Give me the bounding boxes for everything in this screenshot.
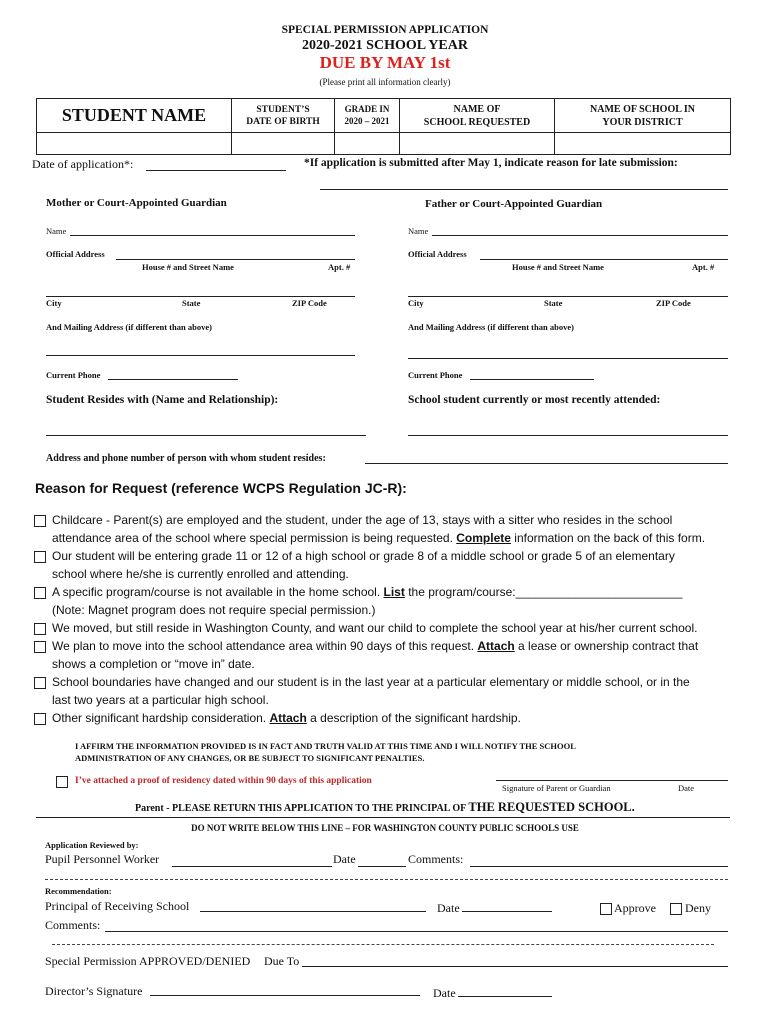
mother-city-field[interactable] — [46, 296, 355, 297]
office-use-banner: DO NOT WRITE BELOW THIS LINE – FOR WASHINGTON COUNTY PUBLIC SCHOOLS USE — [191, 823, 579, 833]
due-to-field[interactable] — [302, 966, 728, 967]
affirm-line-1: I AFFIRM THE INFORMATION PROVIDED IS IN FACT AND TRUTH VALID AT THIS TIME AND I WILL NOTIFY THE SCHOOL — [75, 741, 576, 751]
mother-house-street-label: House # and Street Name — [142, 262, 234, 272]
resides-with-label: Student Resides with (Name and Relationship): — [46, 394, 279, 406]
principal-comments-field[interactable] — [105, 931, 728, 932]
separator-2 — [52, 944, 714, 945]
resides-with-field[interactable] — [46, 435, 366, 436]
reason-moved-checkbox[interactable] — [34, 623, 46, 635]
mother-state-label: State — [182, 298, 201, 308]
affirm-line-2: ADMINISTRATION OF ANY CHANGES, OR BE SUBJECT TO SIGNIFICANT PENALTIES. — [75, 753, 425, 763]
director-signature-label: Director’s Signature — [45, 984, 143, 998]
cut-line — [36, 817, 730, 818]
school-requested-header: NAME OF SCHOOL REQUESTED — [400, 99, 555, 133]
mother-mailing-label: And Mailing Address (if different than above) — [46, 322, 212, 332]
father-phone-label: Current Phone — [408, 370, 463, 380]
signature-date-label: Date — [678, 783, 695, 793]
pupil-comments-field[interactable] — [470, 866, 728, 867]
father-mailing-label: And Mailing Address (if different than above) — [408, 322, 574, 332]
father-city-field[interactable] — [408, 296, 728, 297]
reason-program-checkbox[interactable] — [34, 587, 46, 599]
father-phone-field[interactable] — [470, 379, 594, 380]
date-of-application-label: Date of application*: — [32, 157, 134, 171]
district-school-header: NAME OF SCHOOL IN YOUR DISTRICT — [555, 99, 731, 133]
mother-apt-label: Apt. # — [328, 262, 351, 272]
residency-checkbox[interactable] — [56, 776, 68, 788]
director-signature-field[interactable] — [150, 995, 420, 996]
date-of-application-field[interactable] — [146, 170, 286, 171]
residency-statement: I’ve attached a proof of residency dated within 90 days of this application — [75, 776, 372, 786]
pupil-date-label: Date — [333, 852, 356, 866]
school-attended-field[interactable] — [408, 435, 728, 436]
father-name-field[interactable] — [432, 235, 728, 236]
deny-label: Deny — [685, 901, 711, 915]
mother-heading: Mother or Court-Appointed Guardian — [46, 197, 227, 209]
district-school-cell[interactable] — [555, 133, 731, 155]
address-phone-person-label: Address and phone number of person with whom student resides: — [46, 453, 326, 464]
school-year: 2020-2021 SCHOOL YEAR — [302, 38, 468, 53]
school-attended-label: School student currently or most recently attended: — [408, 394, 661, 406]
pupil-comments-label: Comments: — [408, 852, 464, 866]
principal-comments-label: Comments: — [45, 918, 101, 932]
mother-zip-label: ZIP Code — [292, 298, 327, 308]
father-heading: Father or Court-Appointed Guardian — [425, 198, 603, 210]
father-state-label: State — [544, 298, 563, 308]
separator-1 — [45, 879, 728, 880]
reason-plan-move-checkbox[interactable] — [34, 641, 46, 653]
signature-field[interactable] — [496, 780, 728, 781]
approve-label: Approve — [614, 901, 656, 915]
form-title: SPECIAL PERMISSION APPLICATION — [281, 24, 489, 36]
reviewed-by-label: Application Reviewed by: — [45, 840, 139, 850]
father-apt-label: Apt. # — [692, 262, 715, 272]
father-house-street-label: House # and Street Name — [512, 262, 604, 272]
mother-address-field[interactable] — [116, 259, 355, 260]
reason-childcare-checkbox[interactable] — [34, 515, 46, 527]
student-name-header: STUDENT NAME — [37, 99, 232, 133]
approve-checkbox[interactable] — [600, 903, 612, 915]
father-address-field[interactable] — [480, 259, 728, 260]
mother-phone-field[interactable] — [108, 379, 238, 380]
pupil-worker-label: Pupil Personnel Worker — [45, 852, 160, 866]
principal-field[interactable] — [200, 911, 426, 912]
grade-header: GRADE IN 2020 – 2021 — [335, 99, 400, 133]
mother-name-label: Name — [46, 226, 67, 236]
father-address-label: Official Address — [408, 249, 467, 259]
reason-grade-checkbox[interactable] — [34, 551, 46, 563]
pupil-worker-field[interactable] — [172, 866, 332, 867]
approved-denied-label: Special Permission APPROVED/DENIED — [45, 954, 251, 968]
print-instruction: (Please print all information clearly) — [319, 77, 451, 87]
due-to-label: Due To — [264, 954, 300, 968]
mother-address-label: Official Address — [46, 249, 105, 259]
pupil-date-field[interactable] — [358, 866, 406, 867]
principal-label: Principal of Receiving School — [45, 899, 190, 913]
principal-date-field[interactable] — [462, 911, 552, 912]
reason-hardship-checkbox[interactable] — [34, 713, 46, 725]
late-reason-field[interactable] — [320, 189, 728, 190]
father-zip-label: ZIP Code — [656, 298, 691, 308]
address-phone-person-field[interactable] — [365, 463, 728, 464]
grade-cell[interactable] — [335, 133, 400, 155]
mother-mailing-field[interactable] — [46, 355, 355, 356]
father-city-label: City — [408, 298, 424, 308]
signature-label: Signature of Parent or Guardian — [502, 783, 611, 793]
return-instruction: Parent - PLEASE RETURN THIS APPLICATION TO THE PRINCIPAL OF THE REQUESTED SCHOOL. — [135, 800, 635, 814]
reason-heading: Reason for Request (reference WCPS Regulation JC-R): — [35, 480, 407, 496]
director-date-label: Date — [433, 986, 456, 1000]
due-date: DUE BY MAY 1st — [319, 53, 451, 72]
late-submission-note: *If application is submitted after May 1, indicate reason for late submission: — [304, 157, 678, 169]
recommendation-label: Recommendation: — [45, 886, 112, 896]
father-mailing-field[interactable] — [408, 358, 728, 359]
mother-name-field[interactable] — [70, 235, 355, 236]
father-name-label: Name — [408, 226, 429, 236]
student-info-table — [36, 98, 731, 155]
school-requested-cell[interactable] — [400, 133, 555, 155]
dob-cell[interactable] — [232, 133, 335, 155]
principal-date-label: Date — [437, 901, 460, 915]
reason-boundaries-checkbox[interactable] — [34, 677, 46, 689]
dob-header: STUDENT’S DATE OF BIRTH — [232, 99, 335, 133]
deny-checkbox[interactable] — [670, 903, 682, 915]
student-name-cell[interactable] — [37, 133, 232, 155]
mother-phone-label: Current Phone — [46, 370, 101, 380]
mother-city-label: City — [46, 298, 62, 308]
director-date-field[interactable] — [458, 996, 552, 997]
